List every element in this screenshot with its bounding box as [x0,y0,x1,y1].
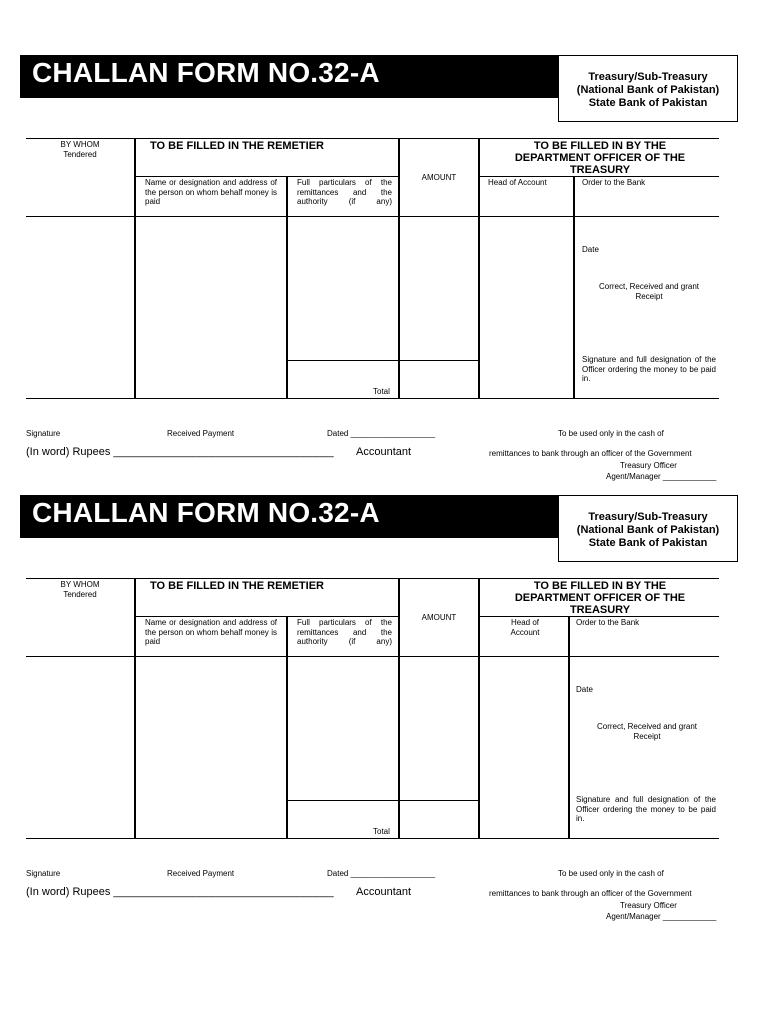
correct-line-2: Receipt [635,291,663,301]
dept-sub-rule [479,616,719,617]
form-title: CHALLAN FORM NO.32-A [32,57,380,88]
total-label: Total [373,827,390,836]
challan-form-2 [0,440,768,921]
correct-received-label [580,282,718,301]
signature-label: Signature [26,429,61,438]
treasury-line-2: (National Bank of Pakistan) [576,84,720,96]
by-whom-header [40,140,120,159]
remetier-header: TO BE FILLED IN THE REMETIER [150,140,324,152]
amount-header: AMOUNT [421,613,457,622]
name-column-header: Name or designation and address of the person on whom behalf money is paid [145,178,277,206]
treasury-line-1: Treasury/Sub-Treasury [588,71,708,83]
header-bottom-rule [26,656,719,657]
received-payment-label: Received Payment [167,429,235,438]
remittances-note: remittances to bank through an officer of the Government [489,449,692,458]
particulars-column-header: Full particulars of the remittances and the authority (if any) [297,618,392,646]
date-label: Date [582,245,599,254]
treasury-line-3: State Bank of Pakistan [588,97,708,109]
treasury-line-1: Treasury/Sub-Treasury [588,511,708,523]
agent-manager-label: Agent/Manager ____________ [606,912,717,921]
dept-line-3: TREASURY [569,164,631,176]
correct-line-1: Correct, Received and grant [598,282,700,291]
dept-line-2: DEPARTMENT OFFICER OF THE [514,592,686,604]
dept-officer-header [480,140,720,176]
by-whom-line-1: BY WHOM [60,140,100,149]
col-divider-2 [286,616,288,838]
dated-field: Dated ___________________ [327,429,436,438]
treasury-line-3: State Bank of Pakistan [588,537,708,549]
by-whom-line-1: BY WHOM [60,580,100,589]
signature-designation-label: Signature and full designation of the Officer ordering the money to be paid in. [576,795,716,823]
cash-note: To be used only in the cash of [558,869,664,878]
dept-officer-header [480,580,720,616]
treasury-officer-label: Treasury Officer [620,461,677,470]
in-word-rupees-field: (In word) Rupees ____________________________________ [26,886,334,898]
remetier-sub-rule [134,616,399,617]
by-whom-line-2: Tendered [63,149,97,159]
form-title: CHALLAN FORM NO.32-A [32,497,380,528]
dept-line-3: TREASURY [569,604,631,616]
col-divider-2 [286,176,288,398]
total-rule [286,800,479,801]
accountant-label: Accountant [356,886,412,898]
table-bottom-rule [26,398,719,399]
signature-label: Signature [26,869,61,878]
head-line-1: Head of [510,618,540,627]
dept-line-1: TO BE FILLED IN BY THE [533,580,667,592]
treasury-line-2: (National Bank of Pakistan) [576,524,720,536]
amount-header: AMOUNT [421,173,457,182]
cash-note: To be used only in the cash of [558,429,664,438]
head-line-2: Account [510,627,540,637]
correct-received-label [576,722,718,741]
by-whom-header [40,580,120,599]
by-whom-line-2: Tendered [63,589,97,599]
remittances-note: remittances to bank through an officer of the Government [489,889,692,898]
order-to-bank-header: Order to the Bank [582,178,646,187]
date-label: Date [576,685,593,694]
total-label: Total [373,387,390,396]
total-rule [286,360,479,361]
dept-line-1: TO BE FILLED IN BY THE [533,140,667,152]
remetier-sub-rule [134,176,399,177]
treasury-officer-label: Treasury Officer [620,901,677,910]
col-divider-5 [573,176,575,398]
head-of-account-header [482,618,568,637]
agent-manager-label: Agent/Manager ____________ [606,472,717,481]
header-bottom-rule [26,216,719,217]
head-of-account-header: Head of Account [488,178,547,187]
form-title-bar [20,55,580,98]
col-divider-1 [134,138,136,398]
col-divider-4 [478,578,480,838]
table-top-rule [26,578,719,579]
challan-form-1 [0,0,768,481]
col-divider-5 [568,616,570,838]
form-title-bar [20,495,580,538]
dept-sub-rule [479,176,719,177]
treasury-box [558,495,738,562]
particulars-column-header: Full particulars of the remittances and the authority (if any) [297,178,392,206]
correct-line-2: Receipt [633,731,661,741]
table-top-rule [26,138,719,139]
col-divider-4 [478,138,480,398]
signature-designation-label: Signature and full designation of the Officer ordering the money to be paid in. [582,355,716,383]
dated-field: Dated ___________________ [327,869,436,878]
correct-line-1: Correct, Received and grant [596,722,698,731]
table-bottom-rule [26,838,719,839]
name-column-header: Name or designation and address of the person on whom behalf money is paid [145,618,277,646]
in-word-rupees-field: (In word) Rupees ____________________________________ [26,446,334,458]
col-divider-1 [134,578,136,838]
remetier-header: TO BE FILLED IN THE REMETIER [150,580,324,592]
order-to-bank-header: Order to the Bank [576,618,640,627]
received-payment-label: Received Payment [167,869,235,878]
accountant-label: Accountant [356,446,412,458]
dept-line-2: DEPARTMENT OFFICER OF THE [514,152,686,164]
treasury-box [558,55,738,122]
